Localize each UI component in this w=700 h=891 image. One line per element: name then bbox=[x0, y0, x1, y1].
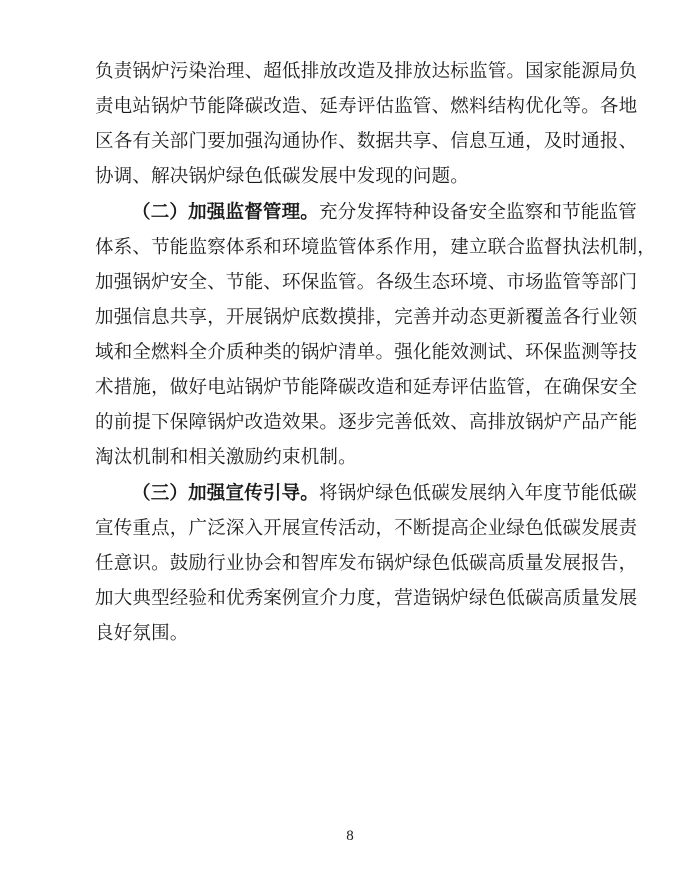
section-heading-supervision: （二）加强监督管理。 bbox=[132, 202, 320, 223]
paragraph-2-line-1 bbox=[132, 198, 637, 228]
paragraph-2-line-5: 域和全燃料全介质种类的锅炉清单。强化能效测试、环保监测等技 bbox=[95, 342, 638, 363]
paragraph-2-line-7: 的前提下保障锅炉改造效果。逐步完善低效、高排放锅炉产品产能 bbox=[95, 412, 638, 433]
paragraph-2-line-6: 术措施，做好电站锅炉节能降碳改造和延寿评估监管，在确保安全 bbox=[95, 377, 638, 398]
paragraph-2-line-1-text: 充分发挥特种设备安全监察和节能监管 bbox=[319, 202, 637, 223]
paragraph-1-line-4: 协调、解决锅炉绿色低碳发展中发现的问题。 bbox=[95, 166, 470, 187]
paragraph-3-line-1 bbox=[132, 479, 637, 509]
paragraph-2-line-2: 体系、节能监察体系和环境监管体系作用，建立联合监督执法机制， bbox=[95, 237, 657, 258]
section-heading-publicity: （三）加强宣传引导。 bbox=[132, 483, 320, 504]
paragraph-1-line-2: 责电站锅炉节能降碳改造、延寿评估监管、燃料结构优化等。各地 bbox=[95, 96, 638, 117]
paragraph-2-line-8: 淘汰机制和相关激励约束机制。 bbox=[95, 447, 357, 468]
paragraph-2-line-4: 加强信息共享，开展锅炉底数摸排，完善并动态更新覆盖各行业领 bbox=[95, 307, 638, 328]
paragraph-3-line-1-text: 将锅炉绿色低碳发展纳入年度节能低碳 bbox=[319, 483, 637, 504]
paragraph-1-line-1: 负责锅炉污染治理、超低排放改造及排放达标监管。国家能源局负 bbox=[95, 61, 638, 82]
paragraph-2-line-3: 加强锅炉安全、节能、环保监管。各级生态环境、市场监管等部门 bbox=[95, 272, 638, 293]
paragraph-3-line-3: 任意识。鼓励行业协会和智库发布锅炉绿色低碳高质量发展报告， bbox=[95, 553, 638, 574]
paragraph-3-line-2: 宣传重点，广泛深入开展宣传活动，不断提高企业绿色低碳发展责 bbox=[95, 518, 638, 539]
page-number: 8 bbox=[346, 828, 354, 844]
paragraph-1-line-3: 区各有关部门要加强沟通协作、数据共享、信息互通，及时通报、 bbox=[95, 131, 638, 152]
paragraph-3-line-5: 良好氛围。 bbox=[95, 623, 189, 644]
paragraph-3-line-4: 加大典型经验和优秀案例宣介力度，营造锅炉绿色低碳高质量发展 bbox=[95, 588, 638, 609]
